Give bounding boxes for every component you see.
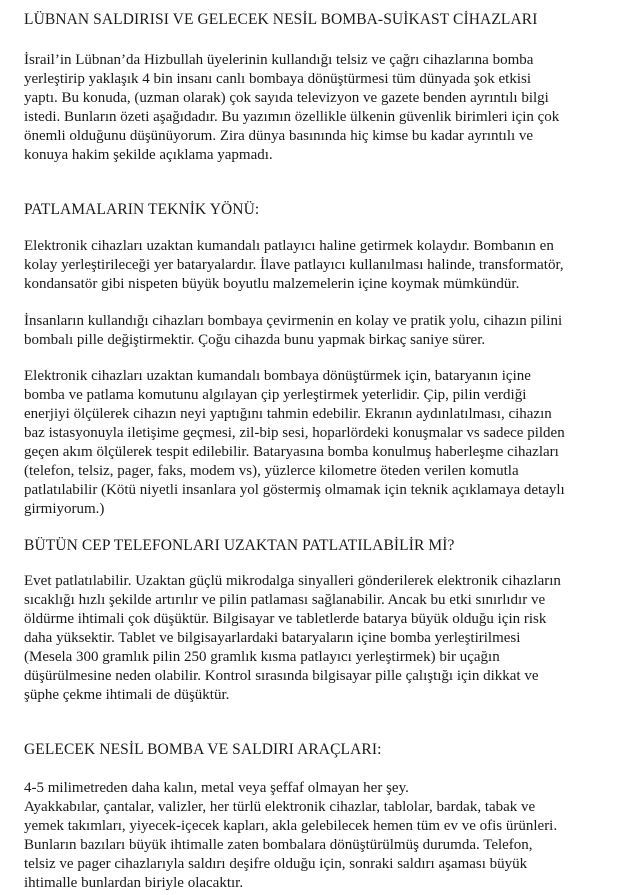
paragraph — [24, 312, 624, 350]
text-line: önemli olduğunu düşünüyorum. Zira dünya basınında hiç kimse bu kadar ayrıntılı ve — [24, 128, 534, 144]
text-line: geçen akım ölçülerek tespit edilebilir. Bataryasına bomba konulmuş haberleşme cihazları — [24, 444, 559, 460]
text-line: yaptı. Bu konuda, (uzman olarak) çok sayıda televizyon ve gazete benden ayrıntılı bilgi — [24, 90, 549, 106]
text-line: konuya hakim şekilde açıklama yapmadı. — [24, 147, 273, 163]
text-line: telsiz ve pager cihazlarıyla saldırı deşifre olduğu için, sonraki saldırı aşaması büyük — [24, 856, 528, 872]
intro-paragraph — [24, 51, 624, 165]
text-line: baz istasyonuyla iletişime geçmesi, zil-bip sesi, hoparlördeki konuşmalar vs sadece pilden — [24, 425, 565, 441]
text-line: (Mesela 300 gramlık pilin 250 gramlık kısma patlayıcı yerleştirmek) bir uçağın — [24, 649, 500, 665]
text-line: enerjiyi ölçülerek cihazın neyi yaptığını tahmin edebilir. Ekranın aydınlatılması, cihazın — [24, 406, 552, 422]
text-line: patlatılabilir (Kötü niyetli insanlara yol göstermiş olmamak için teknik açıklamaya detaylı — [24, 482, 565, 498]
section-heading-phones: BÜTÜN CEP TELEFONLARI UZAKTAN PATLATILABİLİR Mİ? — [24, 537, 455, 554]
text-line: sıcaklığı hızlı şekilde artırılır ve pilin patlaması sağlanabilir. Ancak bu etki sınırlıdır ve — [24, 592, 546, 608]
paragraph — [24, 237, 624, 294]
text-line: bomba ve patlama komutunu algılayan çip yerleştirmek yeterlidir. Çip, pilin verdiği — [24, 387, 527, 403]
text-line: İsrail’in Lübnan’da Hizbullah üyelerinin kullandığı telsiz ve çağrı cihazlarına bomba — [24, 52, 534, 68]
text-line: (telefon, telsiz, pager, faks, modem vs), yüzlerce kilometre öteden verilen komutla — [24, 463, 519, 479]
paragraph — [24, 779, 624, 893]
text-line: istedi. Bunların özeti aşağıdadır. Bu yazımın özellikle ülkenin güvenlik birimleri için çok — [24, 109, 560, 125]
text-line: daha yüksektir. Tablet ve bilgisayarlardaki bataryaların içine bomba yerleştirilmesi — [24, 630, 521, 646]
text-line: Bunların bazıları büyük ihtimalle zaten bombalara dönüştürülmüş durumda. Telefon, — [24, 837, 533, 853]
text-line: öldürme ihtimali çok düşüktür. Bilgisayar ve tabletlerde batarya büyük olduğu için risk — [24, 611, 547, 627]
text-line: kolay yerleştirileceği yer bataryalardır. İlave patlayıcı kullanılması halinde, transformatör, — [24, 257, 564, 273]
text-line: girmiyorum.) — [24, 501, 105, 517]
text-line: İnsanların kullandığı cihazları bombaya çevirmenin en kolay ve pratik yolu, cihazın pilini — [24, 313, 563, 329]
text-line: ihtimalle bunlardan biriyle olacaktır. — [24, 875, 244, 891]
section-heading-technical: PATLAMALARIN TEKNİK YÖNÜ: — [24, 201, 260, 218]
text-line: Elektronik cihazları uzaktan kumandalı bombaya dönüştürmek için, bataryanın içine — [24, 368, 531, 384]
text-line: Elektronik cihazları uzaktan kumandalı patlayıcı haline getirmek kolaydır. Bombanın en — [24, 238, 554, 254]
text-line: düşürülmesine neden olabilir. Kontrol sırasında bilgisayar pille çalıştığı için dikkat ve — [24, 668, 539, 684]
text-line: bombalı pille değiştirmektir. Çoğu cihazda bunu yapmak birkaç saniye sürer. — [24, 332, 486, 348]
paragraph — [24, 572, 624, 705]
paragraph — [24, 367, 624, 519]
document-title: LÜBNAN SALDIRISI VE GELECEK NESİL BOMBA-SUİKAST CİHAZLARI — [24, 11, 538, 28]
text-line: yemek takımları, yiyecek-içecek kapları, akla gelebilecek hemen tüm ev ve ofis ürünleri. — [24, 818, 558, 834]
text-line: 4-5 milimetreden daha kalın, metal veya şeffaf olmayan her şey. — [24, 780, 409, 796]
text-line: Ayakkabılar, çantalar, valizler, her türlü elektronik cihazlar, tablolar, bardak, tabak ve — [24, 799, 536, 815]
text-line: yerleştirip yaklaşık 4 bin insanı canlı bombaya dönüştürmesi tüm dünyada şok etkisi — [24, 71, 531, 87]
text-line: kondansatör gibi nispeten büyük boyutlu malzemelerin içine koymak mümkündür. — [24, 276, 520, 292]
section-heading-future: GELECEK NESİL BOMBA VE SALDIRI ARAÇLARI: — [24, 741, 382, 758]
text-line: şüphe çekme ihtimali de düşüktür. — [24, 687, 230, 703]
text-line: Evet patlatılabilir. Uzaktan güçlü mikrodalga sinyalleri gönderilerek elektronik cihazların — [24, 573, 561, 589]
